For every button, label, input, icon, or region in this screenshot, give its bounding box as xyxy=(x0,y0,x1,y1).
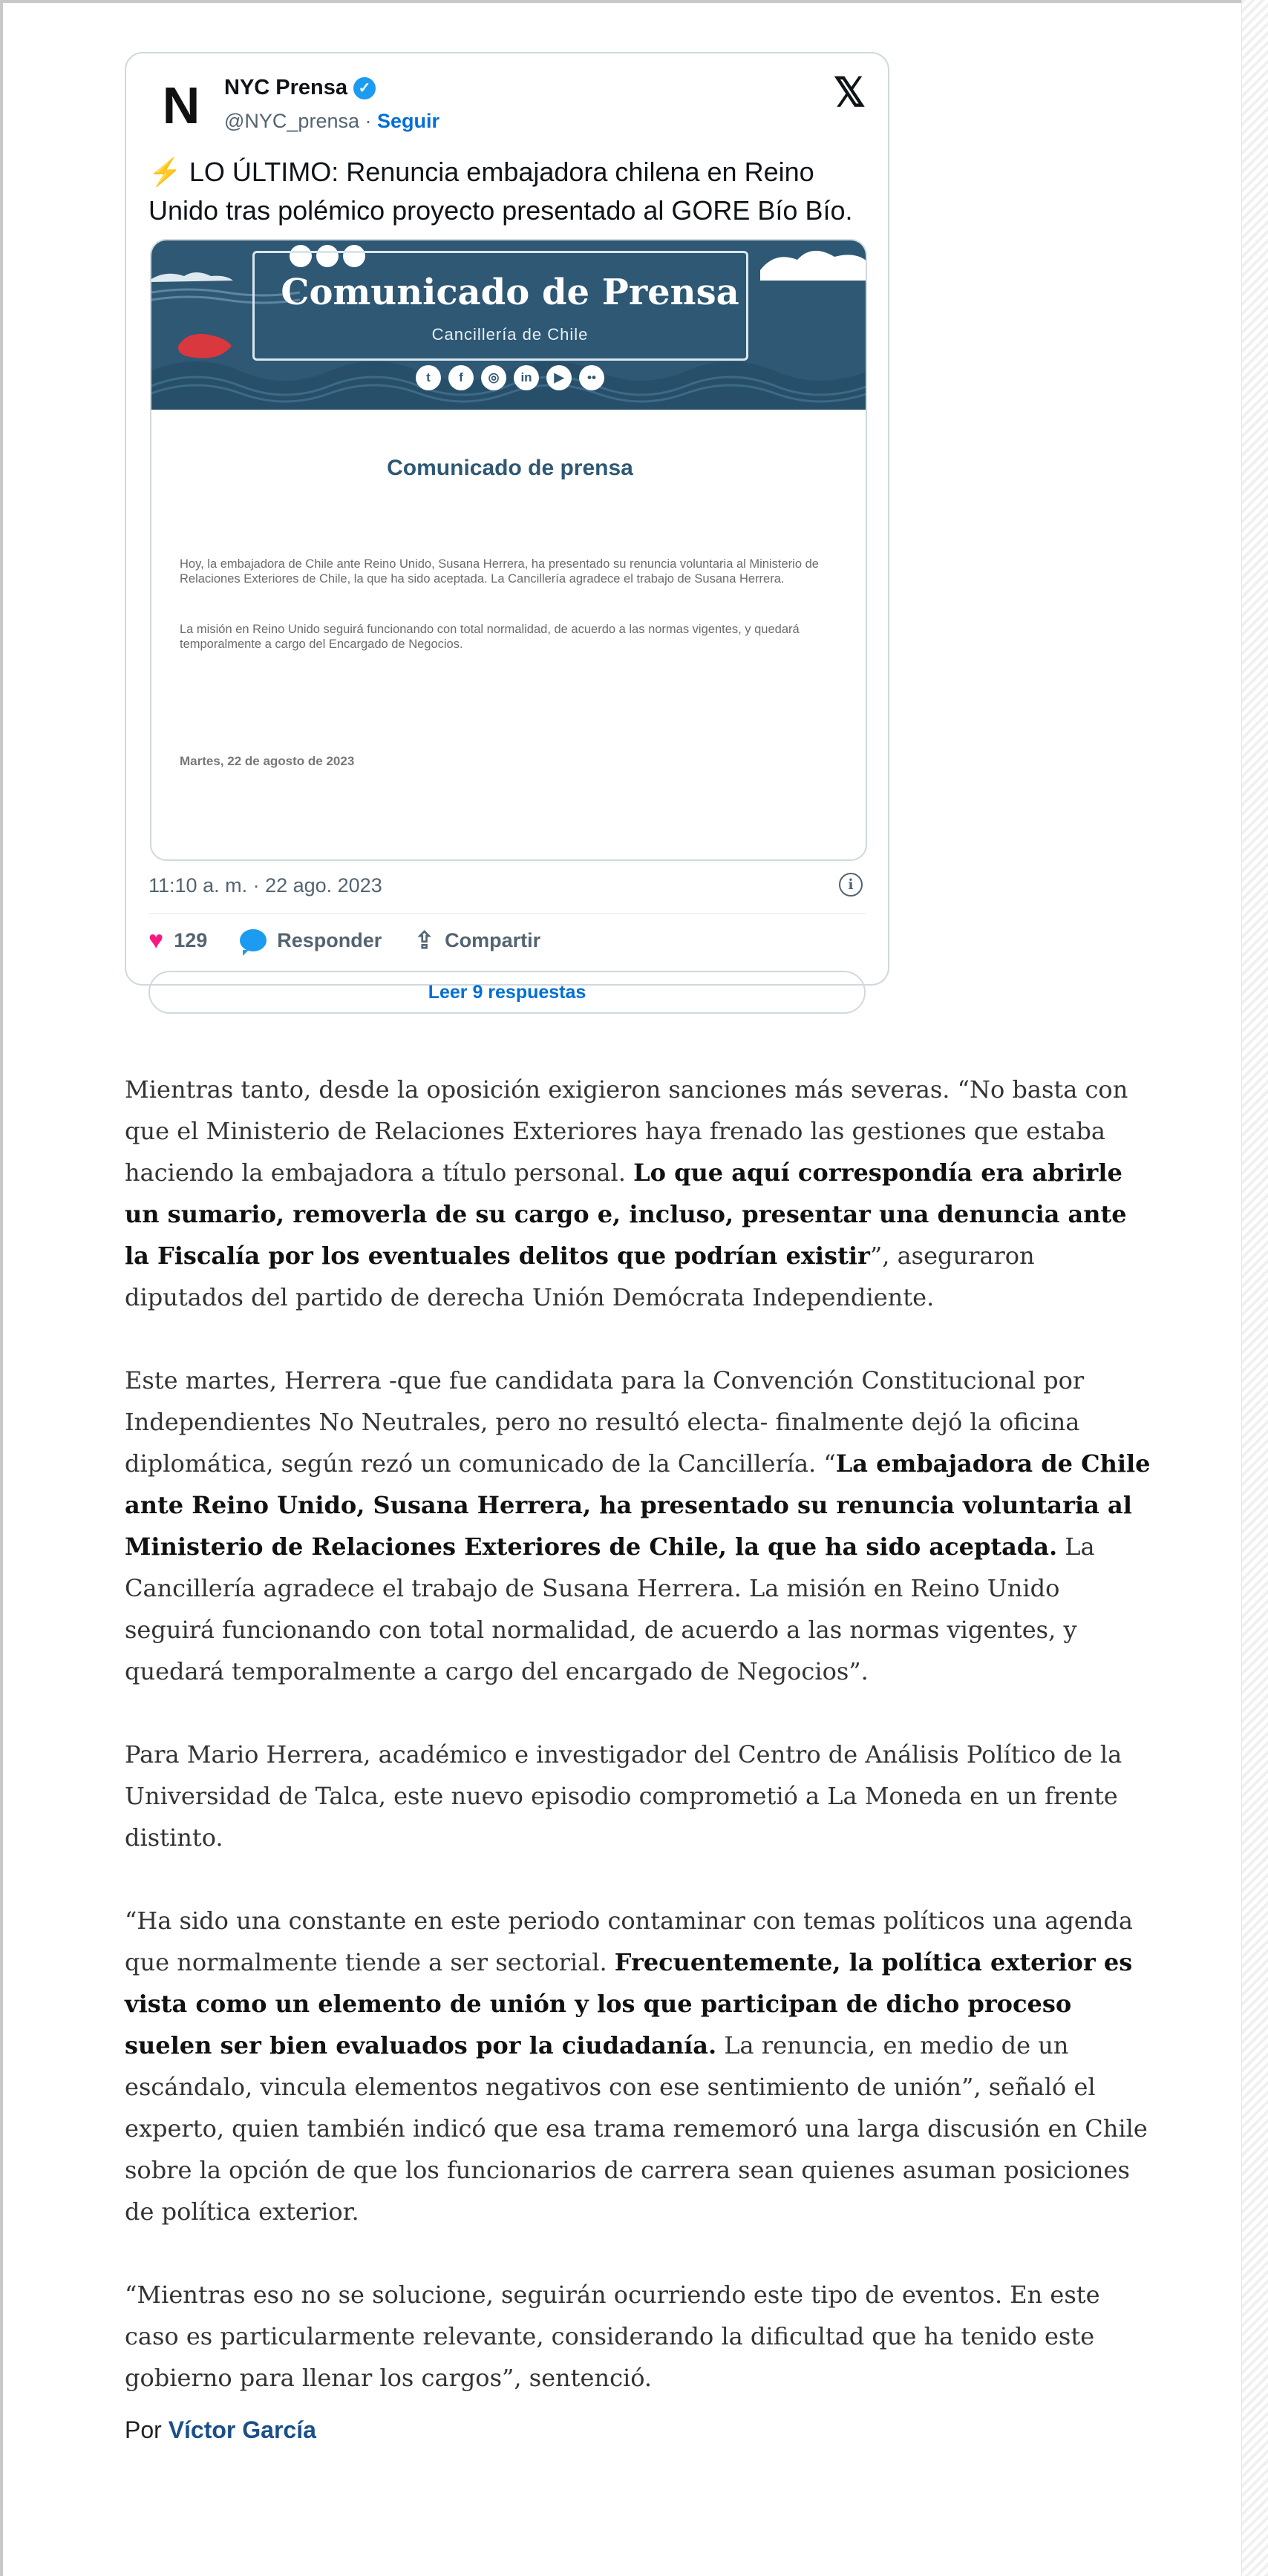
author-link[interactable]: Víctor García xyxy=(168,2416,316,2443)
reply-label: Responder xyxy=(277,928,382,951)
youtube-icon: ▶ xyxy=(546,365,572,390)
article-paragraph-4 xyxy=(125,1900,1157,2232)
share-icon: ⇪ xyxy=(414,927,435,954)
byline-prefix: Por xyxy=(125,2416,169,2443)
article-paragraph-5: “Mientras eso no se solucione, seguirán ocurriendo este tipo de eventos. En este caso es particularmente relevante, considerando la dificultad que ha tenido este gobierno para llenar los cargos”, sentenció. xyxy=(125,2281,1100,2392)
banner-subtitle: Cancillería de Chile xyxy=(431,325,589,344)
p4-bold: Frecuentemente, la política exterior es vista como un elemento de unión y los que participan de dicho proceso suelen ser bien evaluados por la ciudadanía. xyxy=(125,1948,1133,2059)
article-paragraph-2 xyxy=(125,1360,1157,1692)
p2-bold: La embajadora de Chile ante Reino Unido, Susana Herrera, ha presentado su renuncia voluntaria al Ministerio de Relaciones Exteriores de Chile, la que ha sido aceptada. xyxy=(125,1449,1151,1561)
p4-text-c: La renuncia, en medio de un escándalo, vincula elementos negativos con ese sentimiento de unión”, señaló el experto, quien también indicó que esa trama rememoró una larga discusión en Chile sobre la opción de que los funcionarios de carrera sean quienes asuman posiciones de política exterior. xyxy=(125,2031,1148,2226)
share-button[interactable] xyxy=(414,928,540,952)
author-name[interactable]: NYC Prensa xyxy=(224,76,348,99)
flickr-icon: •• xyxy=(579,365,604,390)
p4-text-a: “Ha sido una constante en este periodo contaminar con temas políticos una agenda que normalmente tiende a ser sectorial. xyxy=(125,1907,1133,1976)
page-margin-pattern xyxy=(1241,0,1268,2576)
like-count: 129 xyxy=(174,928,208,951)
lightning-bolt-icon: ⚡ xyxy=(148,157,182,187)
tweet-text xyxy=(148,153,876,230)
author-avatar[interactable]: N xyxy=(162,76,197,134)
doc-date: Martes, 22 de agosto de 2023 xyxy=(180,754,355,768)
tweet-divider xyxy=(148,913,866,914)
facebook-icon: f xyxy=(448,365,474,390)
x-logo-icon[interactable]: 𝕏 xyxy=(833,71,866,115)
doc-paragraph-1: Hoy, la embajadora de Chile ante Reino Unido, Susana Herrera, ha presentado su renuncia voluntaria al Ministerio de Relaciones Exteriores de Chile, la que ha sido aceptada. La Cancillería agradece el trabajo de Susana Herrera. xyxy=(180,557,819,586)
embedded-tweet xyxy=(125,52,889,1003)
heart-icon: ♥ xyxy=(148,926,164,954)
article-paragraph-1 xyxy=(125,1069,1157,1318)
social-icons-row xyxy=(151,365,867,390)
author-name-row[interactable] xyxy=(224,76,376,100)
article-body xyxy=(125,1069,1157,2440)
page-frame-top xyxy=(0,0,1268,3)
like-button[interactable] xyxy=(148,928,207,953)
doc-heading: Comunicado de prensa xyxy=(387,456,633,480)
author-handle[interactable]: @NYC_prensa xyxy=(224,110,359,132)
tweet-timestamp[interactable]: 11:10 a. m. · 22 ago. 2023 xyxy=(148,874,382,897)
p2-text-c: La Cancillería agradece el trabajo de Susana Herrera. La misión en Reino Unido seguirá funcionando con total normalidad, de acuerdo a las normas vigentes, y quedará temporalmente a cargo del encargado de Negocios”. xyxy=(125,1533,1095,1685)
verified-badge-icon: ✓ xyxy=(353,77,376,99)
info-icon[interactable]: i xyxy=(839,873,863,897)
reply-bubble-icon xyxy=(240,929,267,951)
p1-text-a: Mientras tanto, desde la oposición exigieron sanciones más severas. “No basta con que el Ministerio de Relaciones Exteriores haya frenado las gestiones que estaba haciendo la embajadora a título personal. xyxy=(125,1075,1128,1187)
p2-text-a: Este martes, Herrera -que fue candidata para la Convención Constitucional por Independientes No Neutrales, pero no resultó electa- finalmente dejó la oficina diplomática, según rezó un comunicado de la Cancillería. “ xyxy=(125,1366,1085,1478)
p1-text-c: ”, aseguraron diputados del partido de derecha Unión Demócrata Independiente. xyxy=(125,1242,1035,1311)
share-label: Compartir xyxy=(445,928,541,951)
follow-link[interactable]: Seguir xyxy=(377,110,440,132)
tweet-actions xyxy=(148,928,573,953)
article-byline xyxy=(125,2416,316,2444)
handle-separator: · xyxy=(359,110,377,132)
tweet-body: LO ÚLTIMO: Renuncia embajadora chilena en Reino Unido tras polémico proyecto presentado al GORE Bío Bío. xyxy=(148,157,853,226)
twitter-icon: t xyxy=(416,365,441,390)
banner-title: Comunicado de Prensa xyxy=(281,272,739,313)
press-release-banner xyxy=(151,240,867,410)
reply-button[interactable] xyxy=(240,929,382,952)
tweet-media-image[interactable] xyxy=(150,239,867,861)
page-frame-left xyxy=(0,0,3,2576)
author-handle-row xyxy=(224,110,439,133)
read-replies-button[interactable]: Leer 9 respuestas xyxy=(148,971,866,1014)
instagram-icon: ◎ xyxy=(481,365,506,390)
linkedin-icon: in xyxy=(514,365,539,390)
p1-bold: Lo que aquí correspondía era abrirle un sumario, removerla de su cargo e, incluso, presentar una denuncia ante la Fiscalía por los eventuales delitos que podrían existir xyxy=(125,1158,1127,1270)
article-paragraph-3: Para Mario Herrera, académico e investigador del Centro de Análisis Político de la Universidad de Talca, este nuevo episodio comprometió a La Moneda en un frente distinto. xyxy=(125,1740,1122,1852)
doc-paragraph-2: La misión en Reino Unido seguirá funcionando con total normalidad, de acuerdo a las normas vigentes, y quedará temporalmente a cargo del Encargado de Negocios. xyxy=(180,623,800,651)
